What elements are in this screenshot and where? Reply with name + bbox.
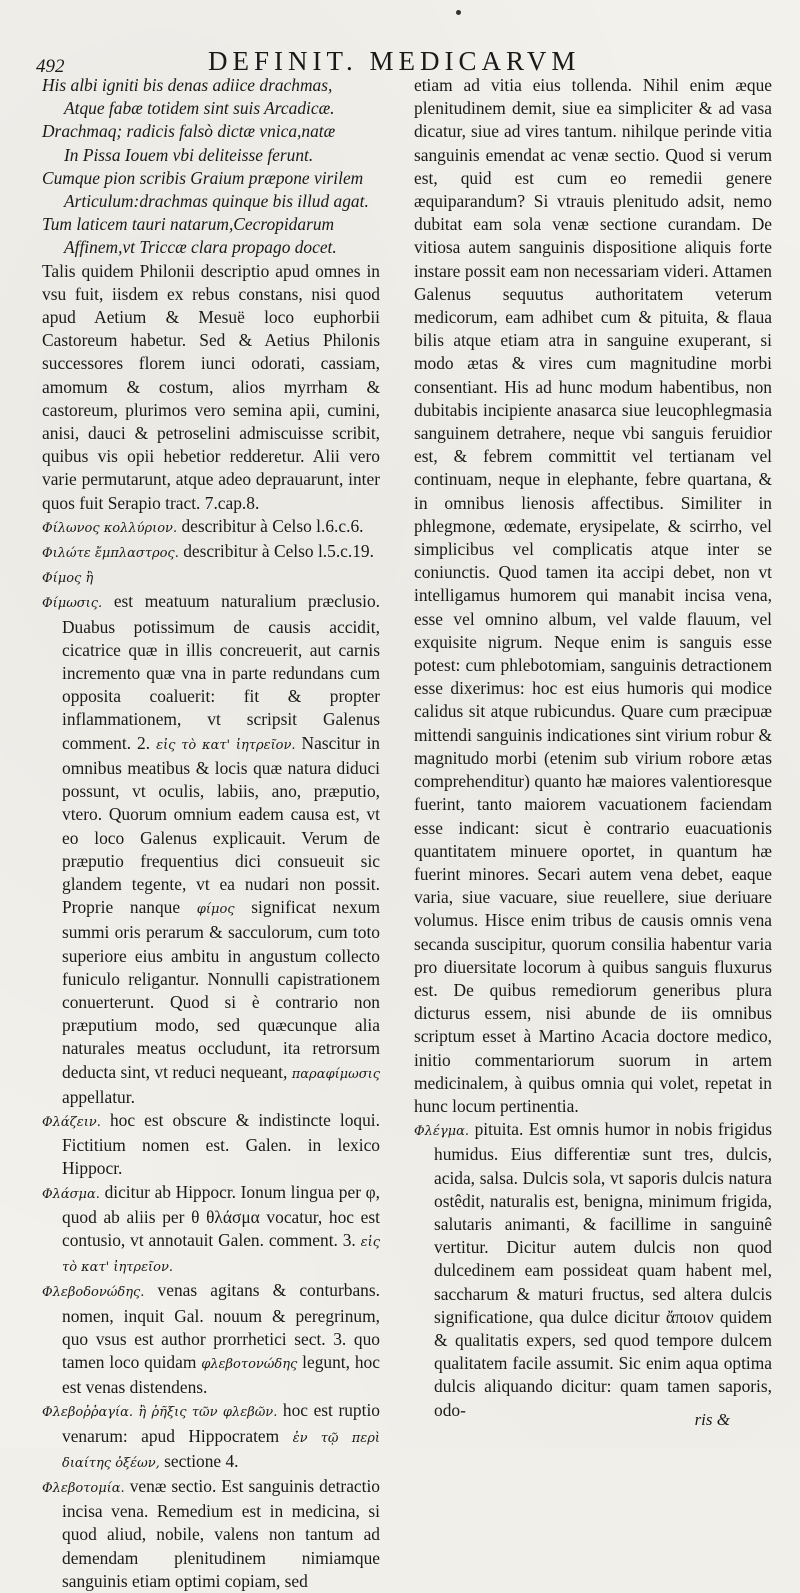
talis-paragraph: Talis quidem Philonii descriptio apud omnes in vsu fuit, iisdem ex rebus constans, nisi quod apud Aetium & Mesuë loco euphorbii Castoreum habetur. Sed & Aetius Philonis successores florem iunci odorati, cassiam, amomum & costum, alios myrrham & castoreum, plurimos vero semina apii, cumini, anisi, dauci & petroselini admiscuisse scribit, quibus vis opii hebetior redderetur. Alii vero varie permutarunt, atque adeo deprauarunt, inter quos fuit Serapio tract. 7.cap.8. [42,260,380,513]
catchword: ris & [694,1410,730,1429]
verse-line: Tum laticem tauri natarum,Cecropidarum [42,214,335,235]
definition: venas agitans & conturbans. nomen, inquit Gal. nouum & peregrinum, quo vsus est author prorrhetici sect. 3. quo tamen loco quidam [62,1280,380,1372]
page-number: 492 [36,56,65,77]
running-head: DEFINIT. MEDICARVM [208,46,581,76]
headword: Φλεβοδονώδης. [42,1285,145,1301]
verse-line: His albi igniti bis denas adiice drachmas, [42,75,333,95]
definition-continued: legunt, hoc est venas distendens. [62,1351,380,1398]
left-column [42,74,380,1593]
greek-reference: ἐν τῷ περὶ διαίτης ὀξέων, [62,1430,380,1471]
definition: describitur à Celso l.5.c.19. [183,541,374,562]
entry-phimosis [42,590,380,1108]
entry-phleborrhagia [42,1399,380,1475]
definition: dicitur ab Hippocr. Ionum lingua per φ, quod ab aliis per θ θλάσμα vocatur, hoc est contusio, vt annotauit Galen. comment. 3. [62,1181,380,1250]
headword: Φλέγμα. [414,1124,470,1140]
greek-term: παραφίμωσις [291,1066,380,1082]
headword: Φίμωσις. [42,596,103,612]
definition-continued: appellatur. [62,1086,135,1107]
headword: Φλεβοτομία. [42,1480,125,1496]
greek-term: φίμος [196,902,235,918]
verse-line: Drachmaq; radicis falsò dictæ vnica,natæ [42,121,336,142]
entry-phlebotomia [42,1475,380,1593]
definition-continued: Nascitur in omnibus meatibus & locis quæ natura diduci possunt, vt oculis, labiis, ano, præputio, vtero. Quorum omnium eadem causa est, vt eo loco Galenus explicauit. Verum de præputio frequentius dici consueuit sic glandem tegente, vt ea nudari non possit. Proprie nanque [62,732,380,918]
greek-reference: εἰς τὸ κατ' ἰητρεῖον. [156,737,296,753]
headword: Φλάζειν. [42,1114,101,1130]
definition: est meatuum naturalium præclusio. Duabus potissimum de causis accidit, cicatrice quæ in illis concreuerit, aut carnis incremento quæ vna in parte redundans cum opposita coaluerit: fit & propter inflammationem, vt scripsit Galenus comment. 2. [62,591,380,753]
greek-term: φλεβοτονώδης [201,1356,298,1372]
verse-line: Articulum:drachmas quinque bis illud agat. [64,191,369,212]
entry-phlazein [42,1109,380,1181]
verse-line: Cumque pion scribis Graium præpone virilem [42,167,364,188]
definition: pituita. Est omnis humor in nobis frigidus humidus. Eius differentiæ sunt tres, dulcis, acida, salsa. Dulcis sola, vt saporis dulcis natura ostêdit, naturalis est, benigna, minimum frigida, salutaris animanti, & facillime in sanguinê vertitur. Dicitur autem dulcis non quod dulcedinem eam possideat quam habent mel, saccharum & maturi fructus, sed altera dulcis significatione, qua dulce dicitur ἄποιον quidem & qualitatis expers, sed quod tempore dulcem qualitatem facile assumit. Sic enim aqua optima dulcis aliquando dicitur: quam tamen saporis, odo- [434,1119,772,1420]
entry-phlebodonodes [42,1279,380,1399]
verse-line: Atque fabæ totidem sint suis Arcadicæ. [64,98,335,119]
headword: Φλάσμα. [42,1186,100,1202]
entry-phlasma [42,1181,380,1280]
definition: venæ sectio. Est sanguinis detractio incisa vena. Remedium est in medicina, si quod aliud, nobile, valens non tantum ad demendam plenitudinem nimiamque sanguinis etiam optimi copiam, sed [62,1475,380,1591]
phlebotomia-continued: etiam ad vitia eius tollenda. Nihil enim æque plenitudinem demit, siue ea simpliciter & ad vasa dicatur, siue ad vires tantum. nihilque perinde vitia sanguinis emendat ac venæ sectio. Quod si verum est, quid est cum eo remedii genere æquiparandum? Si vtrauis plenitudo adsit, nemo dubitat eam sola venæ sectione curandam. De vitiosa autem sanguinis dispositione aliquis forte instare possit eam non necessariam videri. Attamen Galenus sequutus authoritatem veterum medicorum, eam adhibet cum & pituita, & flaua bilis atque etiam atra in sanguine exuperant, si modo ætas & vires cum magnitudine morbi consentiant. His ad hunc modum habentibus, non dubitabis incipiente anasarca siue leucophlegmasia sanguinem detrahere, neque vbi sanguis feruidior est, & febrem committit vel tertianam vel continuam, neque in elephante, febre quartana, & in omnibus lienosis affectibus. Similiter in phlegmone, œdemate, erysipelate, & scirrho, vel simplicibus vel complicatis atque inter se coniunctis. Quod tamen ita accipi debet, non vt intelligamus humorem qui manabit incisa vena, esse vel omnino album, vel valde flauum, vel exquisite nigrum. Neque enim is sanguis esse potest: cum phlebotomiam, sanguinis detractionem esse dixerimus: hoc est eius humoris qui modice calidus sit atque rubicundus. Quare cum præcipuæ mittendi sanguinis indicationes sint virium robur & magnitudo morbi (etenim sub virium robore ætas comprehenditur) quanto hæ maiores valentioresque fuerint, tanto maiorem vacuationem faciendam esse indicant: sicut è contrario euacuationis quantitatem minuere oportet, in quantum hæ fuerint minores. Secari autem vena debet, eaque varia, siue vacuare, siue reuellere, siue deriuare volumus. Hisce enim tribus de causis omnis vena secanda suscipitur, quorum consilia habentur varia pro diuersitate locorum à quibus sanguis fluxurus est. De quibus remediorum generibus plura dicturus essem, nisi abunde de iis omnibus scriptum esset à Martino Acacia doctore medico, initio commentariorum suorum in artem medicinalem, à quibus omnia qui volet, repetat in hunc locum pertinentia. [414,75,772,1116]
page-header [36,46,776,76]
headword: Φιλώτε ἔμπλαστρος. [42,546,179,562]
entry-philonos [42,515,380,540]
verse-line: Affinem,vt Triccæ clara propago docet. [64,237,337,258]
printer-ornament [456,10,461,15]
headword: Φίλωνος κολλύριον. [42,520,178,536]
entry-phlegma [414,1118,772,1422]
headword: Φλεβοῤῥαγία. ἢ ῥῆξις τῶν φλεβῶν. [42,1405,278,1421]
headword: Φίμος ἢ [42,571,94,587]
verse-block [42,74,380,260]
definition: hoc est obscure & indistincte loqui. Fictitium nomen est. Galen. in lexico Hippocr. [62,1109,380,1179]
entry-philotes [42,540,380,565]
right-column [414,74,772,1422]
entry-phimos [42,565,380,590]
definition-continued: significat nexum summi oris perarum & sacculorum, cum toto superiore eius ambitu in angustum collecto funiculo religantur. Nonnulli capistrationem conuerterunt. Quod si è contrario non præputium modo, sed quæcunque alia naturales meatus occludunt, ita retrorsum deducta sint, vt reduci nequeant, [62,897,380,1082]
definition: describitur à Celso l.6.c.6. [181,515,364,536]
definition: hoc est ruptio venarum: apud Hippocratem [62,1400,380,1446]
verse-line: In Pissa Iouem vbi deliteisse ferunt. [64,144,314,165]
greek-reference: εἰς τὸ κατ' ἰητρεῖον. [62,1234,380,1276]
definition-continued: sectione 4. [164,1450,239,1471]
